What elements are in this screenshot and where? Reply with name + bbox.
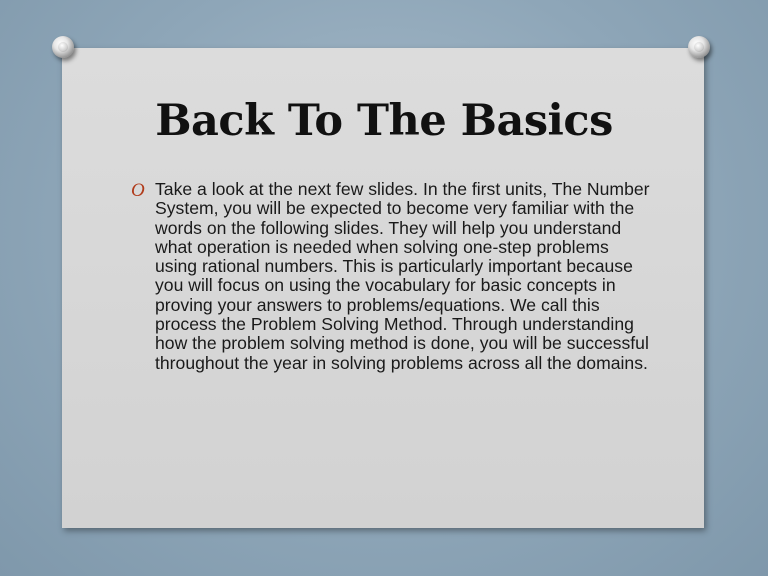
pushpin-left-icon [52,36,74,58]
pushpin-right-icon [688,36,710,58]
bullet-text: Take a look at the next few slides. In the first units, The Number System, you will be expected to become very familiar with the words on the following slides. They will help you understand what operation is needed when solving one-step problems using rational numbers. This is particularly important because you will focus on using the vocabulary for basic concepts in proving your answers to problems/equations. We call this process the Problem Solving Method. Through understanding how the problem solving method is done, you will be successful throughout the year in solving problems across all the domains. [155,179,650,373]
bullet-marker-icon: O [131,180,145,201]
slide-title: Back To The Basics [155,96,613,146]
